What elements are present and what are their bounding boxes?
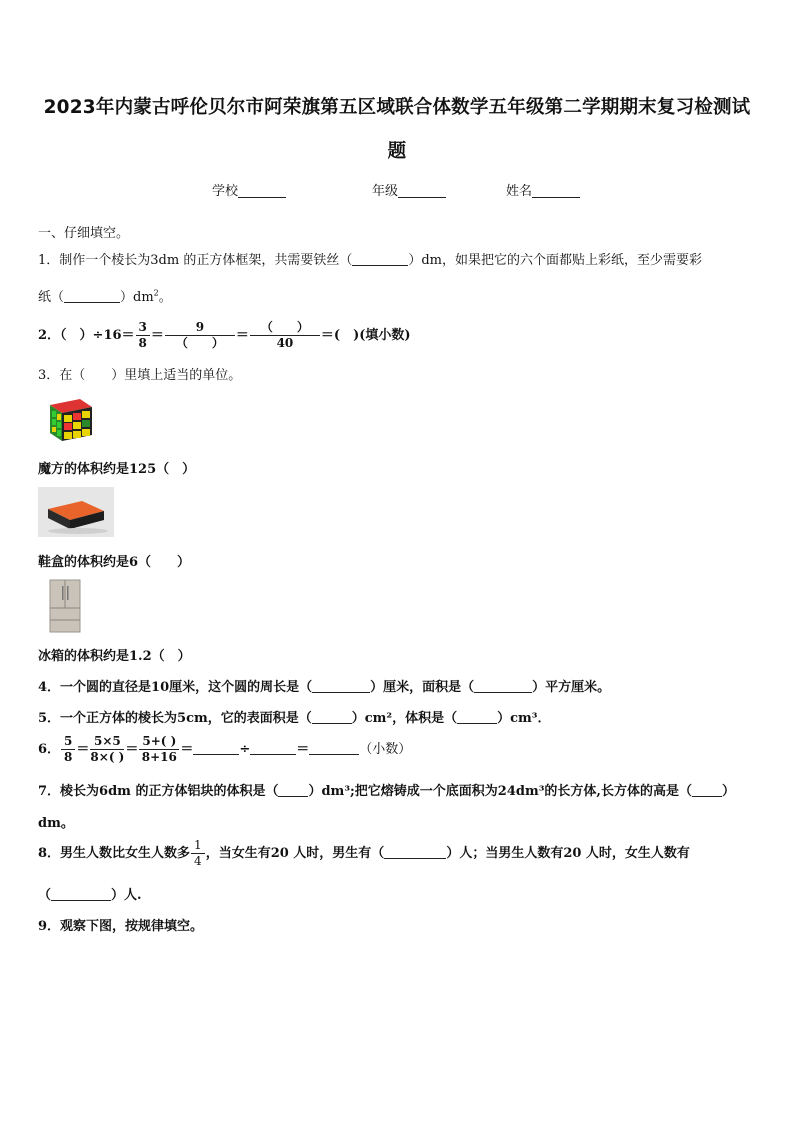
section-heading: 一、仔细填空。 [38, 226, 130, 241]
question-9: 9．观察下图，按规律填空。 [38, 919, 204, 934]
question-3a: 魔方的体积约是125（ ） [38, 462, 196, 477]
question-7-line-1: 7．棱长为6dm 的正方体铝块的体积是（ ）dm³;把它熔铸成一个底面积为24dm³的长方体,长方体的高是（ ） [38, 784, 735, 799]
question-1-line-1: 1．制作一个棱长为3dm 的正方体框架，共需要铁丝（ ）dm，如果把它的六个面都贴上彩纸，至少需要彩 [38, 253, 702, 268]
question-8-line-2: （ ）人. [38, 888, 142, 903]
q4-blank-1[interactable] [312, 679, 370, 693]
shoe-box-image [38, 487, 114, 537]
question-3c: 冰箱的体积约是1.2（ ） [38, 649, 191, 664]
title-line-2: 题 [387, 141, 407, 162]
q5-blank-1[interactable] [312, 710, 352, 724]
q6-blank-3[interactable] [309, 741, 359, 755]
name-label: 姓名 [506, 184, 533, 199]
grade-blank[interactable] [398, 183, 446, 198]
q1-blank-1[interactable] [352, 252, 408, 266]
q5-blank-2[interactable] [457, 710, 497, 724]
q1-blank-2[interactable] [64, 289, 120, 303]
page-title [30, 86, 764, 174]
question-5: 5．一个正方体的棱长为5cm，它的表面积是（ ）cm²，体积是（ ）cm³． [38, 711, 551, 726]
q8-blank-2[interactable] [51, 887, 111, 901]
refrigerator-image [48, 578, 82, 634]
school-blank[interactable] [238, 183, 286, 198]
question-6: 6． $\frac{5}{8}$ ＝ $\frac{5\times 5}{8\times( )}$ ＝ $\frac{5+( )}{8+16}$ ＝ ÷ ＝ （小数） [38, 734, 412, 764]
question-8-line-1: 8．男生人数比女生人数多 $\frac{1}{4}$ ，当女生有20 人时，男生有（ ）人；当男生人数有20 人时，女生人数有 [38, 838, 690, 868]
q6-blank-2[interactable] [250, 741, 296, 755]
question-3: 3．在（ ）里填上适当的单位。 [38, 368, 242, 383]
school-label: 学校 [212, 184, 239, 199]
name-field[interactable] [506, 180, 580, 199]
question-4: 4．一个圆的直径是10厘米，这个圆的周长是（ ）厘米，面积是（ ）平方厘米。 [38, 680, 611, 695]
q7-blank-2[interactable] [692, 783, 722, 797]
q6-blank-1[interactable] [193, 741, 239, 755]
name-blank[interactable] [532, 183, 580, 198]
rubiks-cube-image [44, 397, 94, 443]
question-3b: 鞋盒的体积约是6（ ） [38, 555, 191, 570]
question-1-line-2: 纸（ ）$dm^2$。 [38, 288, 172, 305]
question-7-line-2: dm。 [38, 816, 74, 831]
grade-label: 年级 [372, 184, 399, 199]
q8-blank-1[interactable] [384, 845, 446, 859]
title-line-1: 2023年内蒙古呼伦贝尔市阿荣旗第五区域联合体数学五年级第二学期期末复习检测试 [43, 97, 751, 118]
question-2: 2．（ ）÷16＝ $\frac{3}{8}$ ＝ $\frac{9}{( )}$ ＝ $\frac{( )}{40}$ ＝( )(填小数) [38, 320, 411, 350]
q4-blank-2[interactable] [474, 679, 532, 693]
q7-blank-1[interactable] [278, 783, 308, 797]
school-field[interactable] [212, 180, 286, 199]
grade-field[interactable] [372, 180, 446, 199]
